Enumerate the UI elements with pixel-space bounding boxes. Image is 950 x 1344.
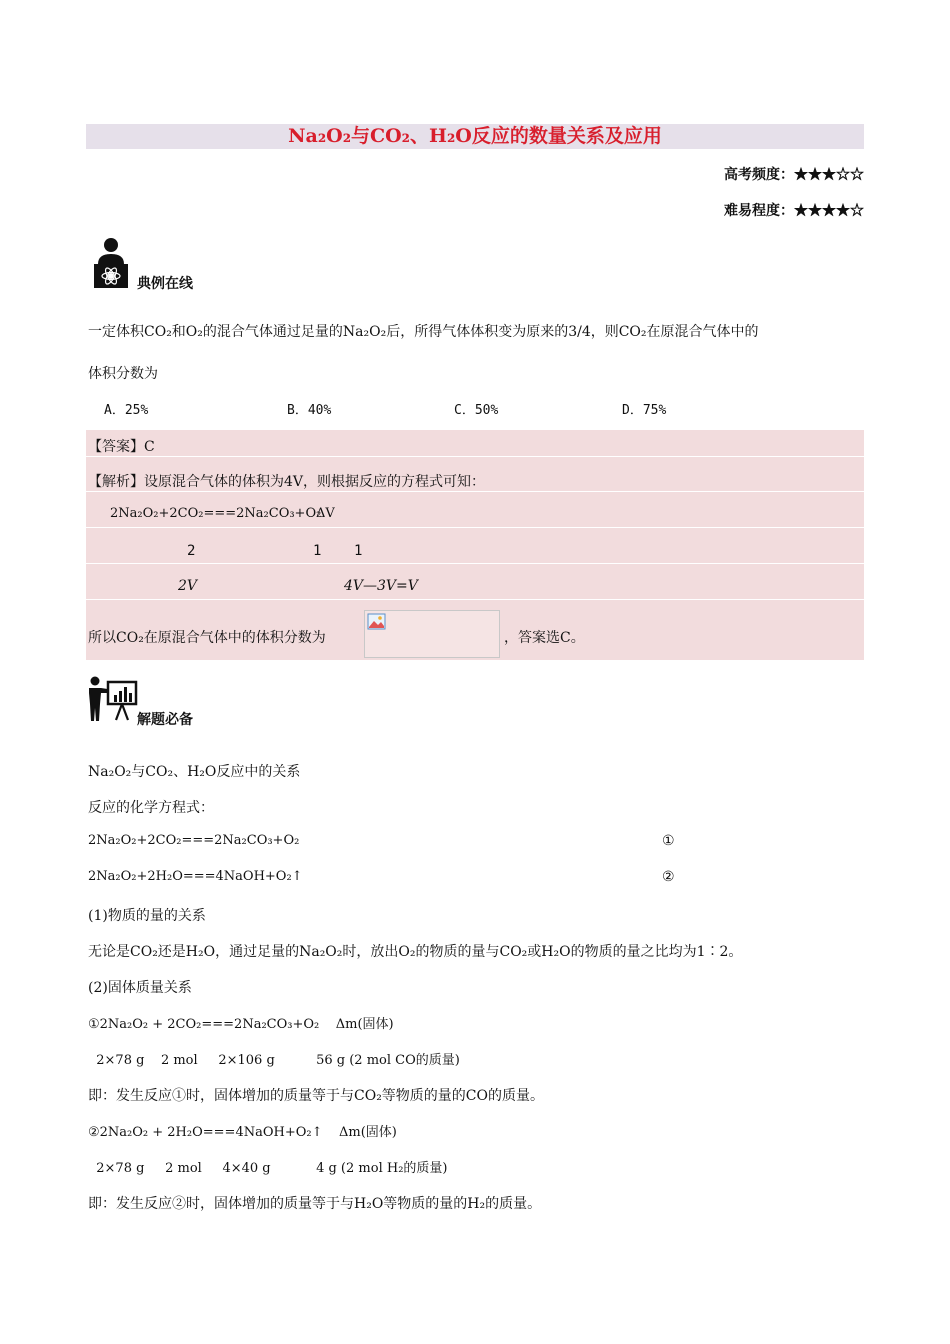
reaction-marker-2: ② [662, 869, 675, 885]
question-text-line2: 体积分数为 [88, 366, 158, 382]
presentation-icon [86, 676, 138, 722]
conclusion-text: 所以CO₂在原混合气体中的体积分数为 [88, 630, 326, 646]
page-title: Na₂O₂与CO₂、H₂O反应的数量关系及应用 [86, 124, 864, 149]
option-b: B．40% [287, 403, 332, 418]
exam-frequency [724, 164, 864, 184]
question-text-line1: 一定体积CO₂和O₂的混合气体通过足量的Na₂O₂后，所得气体体积变为原来的3/4，则CO₂在原混合气体中的 [88, 324, 759, 340]
teacher-icon [88, 236, 134, 292]
broken-image-icon [367, 613, 387, 631]
formula-image-placeholder [364, 610, 500, 658]
difficulty [724, 200, 864, 220]
mass-equation-1: ①2Na₂O₂ + 2CO₂===2Na₂CO₃+O₂ Δm(固体) [88, 1017, 394, 1032]
analysis-text: 【解析】设原混合气体的体积为4V，则根据反应的方程式可知： [88, 474, 486, 490]
reaction-equation-1: 2Na₂O₂+2CO₂===2Na₂CO₃+O₂ [88, 833, 300, 848]
body-line-6: 无论是CO₂还是H₂O，通过足量的Na₂O₂时，放出O₂的物质的量与CO₂或H₂O的物质的量之比均为1∶2。 [88, 944, 743, 960]
difficulty-stars: ★★★★☆ [794, 203, 864, 219]
equation-delta: ΔV [316, 506, 335, 521]
conclusion-answer: ，答案选C。 [504, 630, 585, 646]
mass-equation-2: ②2Na₂O₂ + 2H₂O===4NaOH+O₂↑ Δm(固体) [88, 1125, 397, 1140]
answer-text: 【答案】C [88, 439, 155, 455]
body-line-10: 即：发生反应①时，固体增加的质量等于与CO₂等物质的量的CO的质量。 [88, 1088, 544, 1104]
body-line-2: 反应的化学方程式： [88, 800, 214, 816]
reaction-marker-1: ① [662, 833, 675, 849]
frequency-label: 高考频度： [724, 167, 794, 183]
volume-delta: 4V—3V=V [344, 578, 418, 594]
body-line-5: (1)物质的量的关系 [88, 908, 206, 924]
section-heading-example: 典例在线 [137, 276, 193, 292]
body-line-7: (2)固体质量关系 [88, 980, 192, 996]
option-c: C．50% [454, 403, 499, 418]
frequency-stars: ★★★☆☆ [794, 167, 864, 183]
equation-main: 2Na₂O₂+2CO₂===2Na₂CO₃+O₂ [110, 506, 322, 521]
ratio-delta: 1 [354, 543, 363, 559]
mass-values-1: 2×78 g 2 mol 2×106 g 56 g (2 mol CO的质量) [88, 1053, 460, 1068]
volume-co2: 2V [178, 578, 198, 594]
ratio-o2: 1 [313, 543, 322, 559]
body-line-13: 即：发生反应②时，固体增加的质量等于与H₂O等物质的量的H₂的质量。 [88, 1196, 542, 1212]
mass-values-2: 2×78 g 2 mol 4×40 g 4 g (2 mol H₂的质量) [88, 1161, 448, 1176]
section-heading-essentials: 解题必备 [137, 712, 193, 728]
ratio-co2: 2 [187, 543, 196, 559]
option-d: D．75% [622, 403, 667, 418]
option-a: A．25% [104, 403, 149, 418]
reaction-equation-2: 2Na₂O₂+2H₂O===4NaOH+O₂↑ [88, 869, 303, 884]
body-line-1: Na₂O₂与CO₂、H₂O反应中的关系 [88, 764, 301, 780]
difficulty-label: 难易程度： [724, 203, 794, 219]
